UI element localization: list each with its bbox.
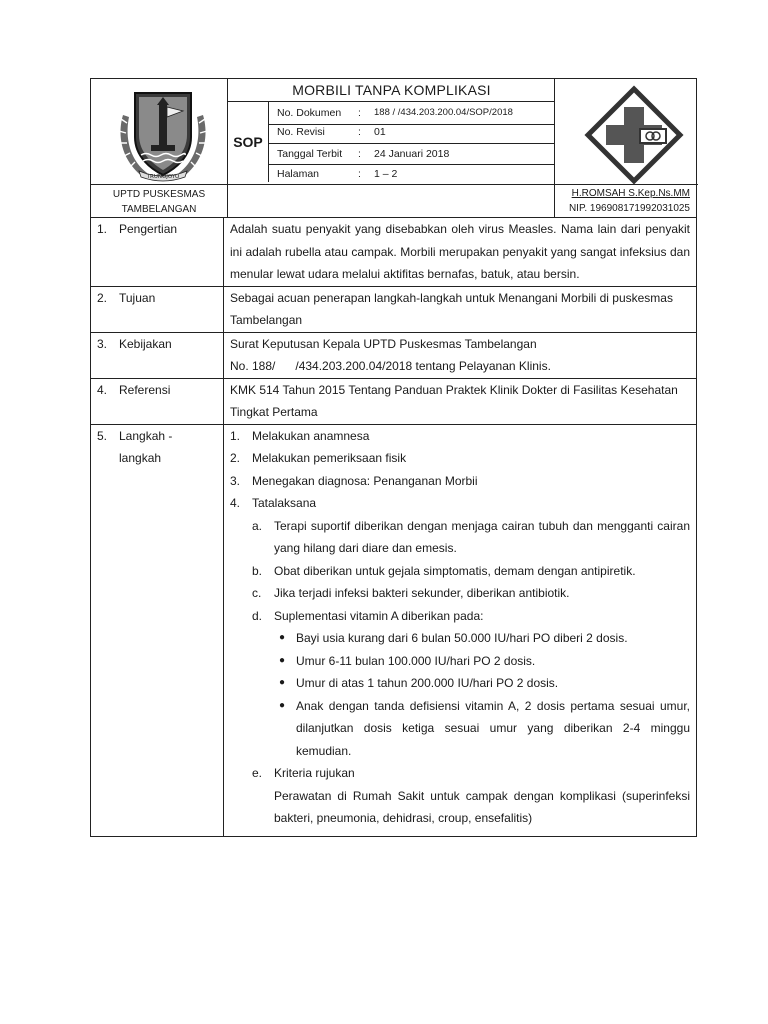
list-item: 2. Melakukan pemeriksaan fisik xyxy=(230,451,407,465)
referensi-text: KMK 514 Tahun 2015 Tentang Panduan Praktek Klinik Dokter di Fasilitas Kesehatan Tingkat Pertama xyxy=(224,378,697,424)
bullet-item: ● Anak dengan tanda defisiensi vitamin A, 2 dosis pertama sesuai umur, dilanjutkan dosis ketiga sesuai umur yang diberikan 2-4 minggu kemudian. xyxy=(230,695,690,763)
pengertian-text: Adalah suatu penyakit yang disebabkan oleh virus Measles. Nama lain dari penyakit ini adalah rubella atau campak. Morbili merupakan penyakit yang sangat infeksius dan menular lewat udara melalui aktifitas bernafas, batuk, atau bersin. xyxy=(224,218,697,287)
unit-line-2: TAMBELANGAN xyxy=(121,204,197,215)
section-label: Tujuan xyxy=(119,290,156,305)
sop-header xyxy=(90,78,697,218)
bullet-item: ● Umur di atas 1 tahun 200.000 IU/hari PO 2 dosis. xyxy=(230,672,690,695)
divider xyxy=(268,143,554,144)
bullet-item: ● Umur 6-11 bulan 100.000 IU/hari PO 2 dosis. xyxy=(230,650,690,673)
section-number: 3. xyxy=(97,336,108,351)
document-title: MORBILI TANPA KOMPLIKASI xyxy=(292,82,491,98)
field-label: Halaman xyxy=(277,168,320,180)
list-item: 3. Menegakan diagnosa: Penanganan Morbii xyxy=(230,473,478,488)
sub-item: c. Jika terjadi infeksi bakteri sekunder, diberikan antibiotik. xyxy=(252,586,570,600)
section-row-tujuan xyxy=(91,286,697,332)
list-item: 1. Melakukan anamnesa xyxy=(230,428,370,443)
signer-name: H.ROMSAH S.Kep.Ns.MM xyxy=(571,188,690,199)
section-number: 1. xyxy=(97,222,108,236)
section-row-referensi xyxy=(91,378,697,424)
unit-line-1: UPTD PUSKESMAS xyxy=(112,189,206,200)
section-row-kebijakan xyxy=(91,332,697,378)
sop-label: SOP xyxy=(233,134,263,150)
section-label: Langkah - langkah xyxy=(119,428,173,465)
section-number: 4. xyxy=(97,382,108,397)
sub-item: b. Obat diberikan untuk gejala simptomatis, demam dengan antipiretik. xyxy=(252,563,636,578)
section-label: Pengertian xyxy=(119,222,178,236)
section-row-pengertian xyxy=(91,218,697,287)
sop-document xyxy=(90,78,697,837)
field-sep: : xyxy=(358,168,361,180)
divider xyxy=(268,124,554,125)
field-sep: : xyxy=(358,148,361,160)
kebijakan-cell xyxy=(224,332,697,378)
divider xyxy=(268,101,269,182)
section-label: Referensi xyxy=(119,382,171,397)
sub-item: d. Suplementasi vitamin A diberikan pada: xyxy=(252,608,484,623)
field-label: No. Dokumen xyxy=(277,107,342,119)
field-sep: : xyxy=(358,126,361,138)
field-label: Tanggal Terbit xyxy=(277,148,343,160)
logo-text: TRUNOJOYO xyxy=(146,174,180,180)
signer-nip: NIP. 196908171992031025 xyxy=(568,203,690,214)
signer-block xyxy=(555,186,698,216)
section-row-langkah xyxy=(91,424,697,836)
bullet-icon: ● xyxy=(279,699,286,711)
divider xyxy=(227,101,554,102)
section-label: Kebijakan xyxy=(119,336,172,351)
regency-logo xyxy=(113,85,213,185)
field-value-doc-number: 188 / /434.203.200.04/SOP/2018 xyxy=(374,107,513,118)
bullet-icon: ● xyxy=(279,632,286,643)
kebijakan-line-2: No. 188/ /434.203.200.04/2018 tentang Pelayanan Klinis. xyxy=(230,359,551,373)
section-number: 5. xyxy=(97,428,108,443)
rujukan-detail: Perawatan di Rumah Sakit untuk campak dengan komplikasi (superinfeksi bakteri, pneumonia, dehidrasi, croup, ensefalitis) xyxy=(274,788,690,825)
sop-content-table xyxy=(90,217,697,837)
section-number: 2. xyxy=(97,290,108,305)
langkah-cell xyxy=(224,424,697,836)
field-value-page: 1 – 2 xyxy=(374,168,398,180)
unit-name xyxy=(91,187,227,217)
tujuan-text: Sebagai acuan penerapan langkah-langkah untuk Menangani Morbili di puskesmas Tambelangan xyxy=(224,286,697,332)
bullet-icon: ● xyxy=(279,677,286,688)
bullet-item: ● Bayi usia kurang dari 6 bulan 50.000 IU/hari PO diberi 2 dosis. xyxy=(230,627,690,650)
kebijakan-line-1: Surat Keputusan Kepala UPTD Puskesmas Tambelangan xyxy=(230,336,537,351)
puskesmas-logo xyxy=(584,85,684,185)
field-value-issue-date: 24 Januari 2018 xyxy=(374,148,450,160)
field-value-revision: 01 xyxy=(374,126,386,138)
field-sep: : xyxy=(358,107,361,119)
bullet-icon: ● xyxy=(279,654,286,666)
sub-item: a. Terapi suportif diberikan dengan menjaga cairan tubuh dan mengganti cairan yang hilang dari diare dan emesis. xyxy=(252,518,690,555)
field-label: No. Revisi xyxy=(277,126,325,138)
sub-item: e. Kriteria rujukan xyxy=(252,766,355,780)
divider xyxy=(268,164,554,165)
list-item: 4. Tatalaksana xyxy=(230,496,317,510)
